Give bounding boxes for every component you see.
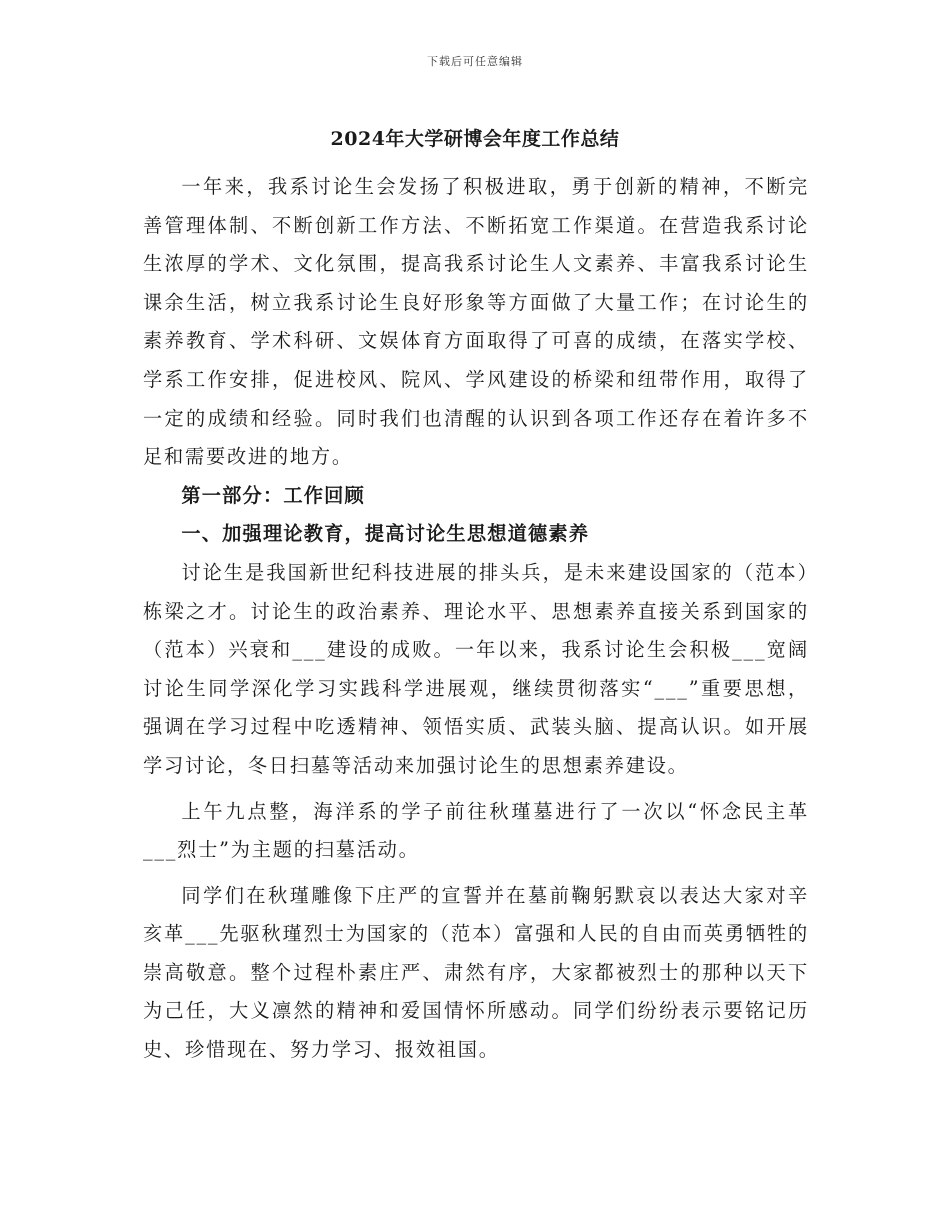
part-heading: 第一部分：工作回顾 [181, 483, 365, 507]
body-paragraph-1: 讨论生是我国新世纪科技进展的排头兵，是未来建设国家的（范本）栋梁之才。讨论生的政治素养、理论水平、思想素养直接关系到国家的（范本）兴衰和___建设的成败。一年以来，我系讨论生会积极___宽阔讨论生同学深化学习实践科学进展观，继续贯彻落实“___”重要思想，强调在学习过程中吃透精神、领悟实质、武装头脑、提高认识。如开展学习讨论，冬日扫墓等活动来加强讨论生的思想素养建设。 [143, 560, 809, 777]
document-title: 2024年大学研博会年度工作总结 [330, 128, 620, 150]
section-heading: 一、加强理论教育，提高讨论生思想道德素养 [181, 522, 590, 546]
document-body [143, 168, 809, 1070]
intro-paragraph: 一年来，我系讨论生会发扬了积极进取，勇于创新的精神，不断完善管理体制、不断创新工作方法、不断拓宽工作渠道。在营造我系讨论生浓厚的学术、文化氛围，提高我系讨论生人文素养、丰富我系讨论生课余生活，树立我系讨论生良好形象等方面做了大量工作；在讨论生的素养教育、学术科研、文娱体育方面取得了可喜的成绩，在落实学校、学系工作安排，促进校风、院风、学风建设的桥梁和纽带作用，取得了一定的成绩和经验。同时我们也清醒的认识到各项工作还存在着许多不足和需要改进的地方。 [143, 175, 809, 469]
body-paragraph-3: 同学们在秋瑾雕像下庄严的宣誓并在墓前鞠躬默哀以表达大家对辛亥革___先驱秋瑾烈士为国家的（范本）富强和人民的自由而英勇牺牲的崇高敬意。整个过程朴素庄严、肃然有序，大家都被烈士的那种以天下为己任，大义凛然的精神和爱国情怀所感动。同学们纷纷表示要铭记历史、珍惜现在、努力学习、报效祖国。 [143, 883, 809, 1062]
header-note: 下载后可任意编辑 [427, 55, 523, 68]
body-paragraph-2: 上午九点整，海洋系的学子前往秋瑾墓进行了一次以“怀念民主革___烈士”为主题的扫墓活动。 [143, 799, 809, 862]
